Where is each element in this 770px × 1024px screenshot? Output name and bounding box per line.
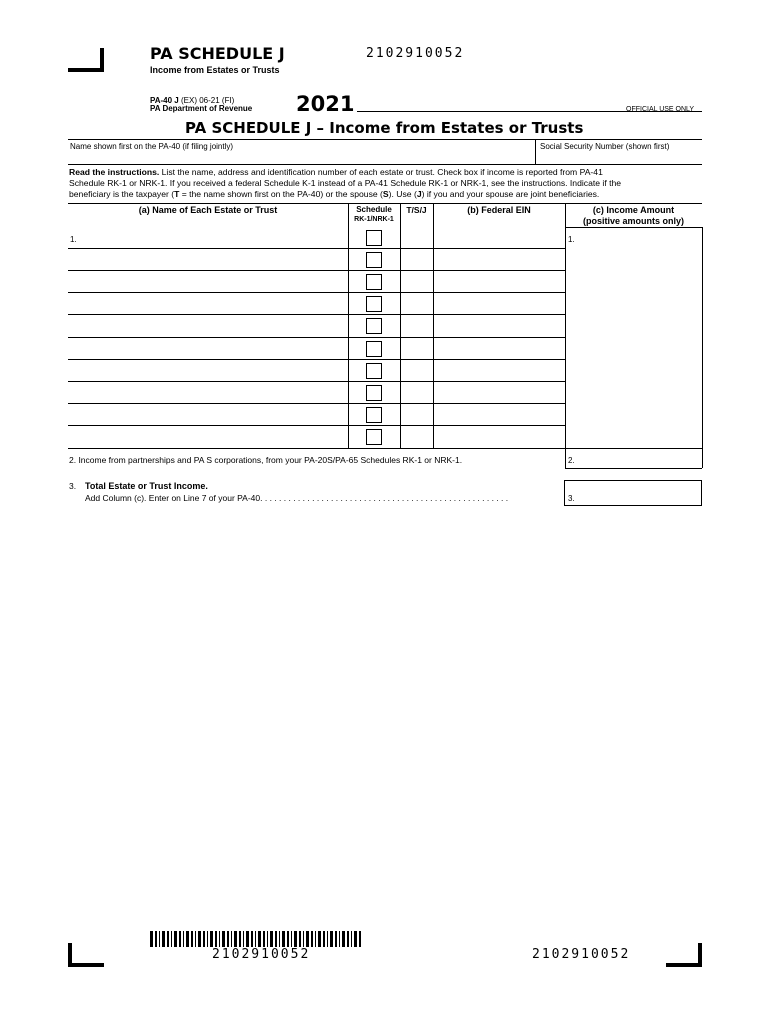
form-id-rest: (EX) 06-21 (FI)	[181, 96, 235, 105]
table-top-rule	[68, 203, 702, 204]
barcode-graphic	[150, 931, 364, 947]
col-divider-1	[348, 203, 349, 448]
corner-mark-bottom-left-h	[68, 963, 104, 967]
table-row	[68, 403, 565, 404]
line-3-dots: . . . . . . . . . . . . . . . . . . . . . . . . . . . . . . . . . . . . . . . . . . . . . . . . . . . .	[264, 493, 509, 503]
instructions-line1: List the name, address and identification number of each estate or trust. Check box if income is reported from PA-41	[159, 167, 603, 177]
tax-year: 2021	[296, 92, 355, 116]
barcode-number-top: 2102910052	[366, 46, 465, 61]
department: PA Department of Revenue	[150, 104, 253, 113]
instructions-line3b: = the name shown first on the PA-40) or the spouse (	[179, 189, 383, 199]
line-2-bottom	[565, 468, 702, 469]
instructions	[69, 167, 709, 200]
schedule-checkbox-7[interactable]	[366, 363, 382, 379]
table-row	[68, 425, 565, 426]
schedule-checkbox-5[interactable]	[366, 318, 382, 334]
table-row	[68, 270, 565, 271]
schedule-checkbox-6[interactable]	[366, 341, 382, 357]
schedule-checkbox-3[interactable]	[366, 274, 382, 290]
instructions-line3a: beneficiary is the taxpayer (	[69, 189, 175, 199]
row-1-amount-label: 1.	[568, 235, 575, 244]
schedule-checkbox-9[interactable]	[366, 407, 382, 423]
line-3-instruction: Add Column (c). Enter on Line 7 of your PA-40.	[85, 493, 263, 503]
barcode-icon	[150, 931, 364, 947]
table-row	[68, 314, 565, 315]
line-3-number: 3.	[69, 481, 77, 491]
line-3-title: Total Estate or Trust Income.	[85, 481, 208, 491]
schedule-checkbox-1[interactable]	[366, 230, 382, 246]
ssn-label: Social Security Number (shown first)	[540, 142, 670, 151]
official-use-label: OFFICIAL USE ONLY	[626, 106, 695, 113]
name-top-rule	[68, 139, 702, 140]
name-bottom-rule	[68, 164, 702, 165]
footer-number-right: 2102910052	[532, 947, 631, 962]
name-input[interactable]	[70, 152, 532, 163]
barcode-number-bottom: 2102910052	[212, 947, 311, 962]
instructions-line2: Schedule RK-1 or NRK-1. If you received a federal Schedule K-1 instead of a PA-41 Schedule RK-1 or NRK-1, see the instructions. Indicate if the	[69, 178, 622, 188]
table-row	[68, 337, 565, 338]
schedule-checkbox-4[interactable]	[366, 296, 382, 312]
schedule-checkbox-10[interactable]	[366, 429, 382, 445]
row-1-label: 1.	[70, 235, 77, 244]
corner-mark-top-left-h	[68, 68, 104, 72]
col-tsj-header: T/S/J	[406, 205, 427, 215]
ssn-divider	[535, 139, 536, 164]
col-schedule-header	[348, 205, 400, 225]
instructions-line3c: ). Use (	[388, 189, 417, 199]
instructions-s: S	[382, 189, 389, 199]
col-schedule-header-1: Schedule	[356, 205, 392, 214]
col-a-header: (a) Name of Each Estate or Trust	[138, 205, 278, 215]
corner-mark-bottom-right-h	[666, 963, 702, 967]
table-header-bottom	[565, 227, 702, 228]
col-divider-3	[433, 203, 434, 448]
col-c-header	[565, 205, 702, 227]
name-label: Name shown first on the PA-40 (if filing jointly)	[70, 142, 234, 151]
table-row	[68, 381, 565, 382]
schedule-checkbox-8[interactable]	[366, 385, 382, 401]
instructions-lead: Read the instructions.	[69, 167, 160, 177]
line-3-amount-box[interactable]	[564, 480, 702, 506]
instructions-t: T	[174, 189, 180, 199]
table-row	[68, 248, 565, 249]
instructions-j: J	[416, 189, 422, 199]
instructions-line3d: ) if you and your spouse are joint beneficiaries.	[421, 189, 600, 199]
line-2-amount-label: 2.	[568, 456, 575, 465]
col-c-header-1: (c) Income Amount	[592, 205, 675, 215]
schedule-checkbox-2[interactable]	[366, 252, 382, 268]
ssn-input[interactable]	[538, 152, 700, 163]
line-3-text	[85, 493, 563, 503]
col-c-header-2: (positive amounts only)	[582, 216, 684, 226]
line-3-amount-label: 3.	[568, 494, 575, 503]
col-c-right	[702, 227, 703, 468]
col-divider-4	[565, 203, 566, 468]
col-b-header: (b) Federal EIN	[467, 205, 531, 215]
col-divider-2	[400, 203, 401, 448]
table-row	[68, 292, 565, 293]
subtitle: Income from Estates or Trusts	[150, 65, 280, 75]
col-schedule-header-2: RK-1/NRK-1	[354, 216, 394, 223]
line-2-text: 2. Income from partnerships and PA S corporations, from your PA-20S/PA-65 Schedules RK-1 or NRK-1.	[69, 455, 463, 465]
form-id-bold: PA-40 J	[150, 96, 179, 105]
table-body-bottom	[68, 448, 702, 449]
schedule-title: PA SCHEDULE J	[150, 44, 285, 63]
table-row	[68, 359, 565, 360]
main-title: PA SCHEDULE J – Income from Estates or Trusts	[185, 119, 584, 137]
